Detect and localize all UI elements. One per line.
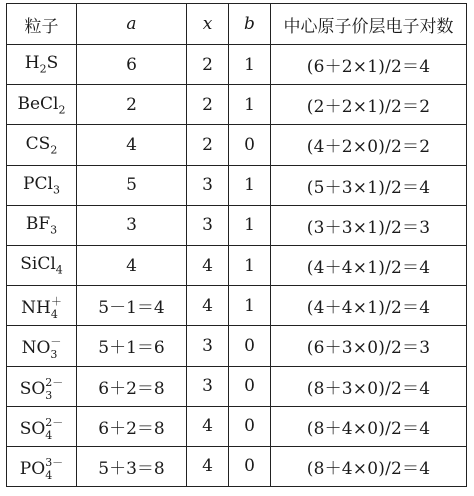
header-particle: 粒子: [7, 4, 77, 45]
value-x: 4: [187, 245, 229, 285]
table-row: [7, 446, 467, 486]
table-row: [7, 366, 467, 406]
pair-count-expression: (4＋4×1)/2＝4: [271, 286, 467, 326]
particle-formula: [7, 406, 77, 446]
value-x: 3: [187, 326, 229, 366]
pair-count-expression: (4＋2×0)/2＝2: [271, 125, 467, 165]
formula-subscript: 4: [50, 308, 58, 322]
formula-charge: 2－: [45, 415, 64, 429]
value-b: 0: [229, 406, 271, 446]
formula-charge: ＋: [50, 295, 62, 309]
particle-formula: [7, 45, 77, 85]
particle-formula: [7, 326, 77, 366]
pair-count-expression: (6＋3×0)/2＝3: [271, 326, 467, 366]
formula-subscript: 4: [45, 468, 53, 482]
particle-formula: [7, 165, 77, 205]
value-x: 4: [187, 406, 229, 446]
particle-formula: [7, 125, 77, 165]
pair-count-expression: (8＋4×0)/2＝4: [271, 406, 467, 446]
particle-formula: [7, 446, 77, 486]
formula-charge: －: [50, 335, 62, 349]
value-b: 1: [229, 165, 271, 205]
value-a: 6＋2＝8: [77, 366, 187, 406]
formula-base: SO: [19, 418, 46, 439]
header-x: x: [187, 4, 229, 45]
value-a: 5＋1＝6: [77, 326, 187, 366]
value-x: 2: [187, 45, 229, 85]
value-x: 4: [187, 286, 229, 326]
table-row: [7, 245, 467, 285]
value-a: 6＋2＝8: [77, 406, 187, 446]
pair-count-expression: (4＋4×1)/2＝4: [271, 245, 467, 285]
value-x: 4: [187, 446, 229, 486]
value-x: 2: [187, 125, 229, 165]
formula-base: NH: [21, 298, 51, 319]
header-b: b: [229, 4, 271, 45]
table-row: [7, 85, 467, 125]
header-a: a: [77, 4, 187, 45]
pair-count-expression: (3＋3×1)/2＝3: [271, 205, 467, 245]
table-body: [7, 45, 467, 487]
value-b: 1: [229, 286, 271, 326]
particle-formula: [7, 205, 77, 245]
particle-formula: [7, 245, 77, 285]
table-row: [7, 406, 467, 446]
formula-base: BF: [25, 214, 51, 235]
pair-count-expression: (2＋2×1)/2＝2: [271, 85, 467, 125]
value-b: 0: [229, 446, 271, 486]
header-pairs: 中心原子价层电子对数: [271, 4, 467, 45]
formula-base: PO: [19, 458, 46, 479]
formula-subscript: 2: [39, 62, 47, 76]
table-row: [7, 45, 467, 85]
formula-subscript: 3: [50, 348, 58, 362]
value-a: 5＋3＝8: [77, 446, 187, 486]
value-a: 6: [77, 45, 187, 85]
formula-subscript: 3: [50, 223, 58, 237]
pair-count-expression: (6＋2×1)/2＝4: [271, 45, 467, 85]
table-row: [7, 125, 467, 165]
pair-count-expression: (8＋3×0)/2＝4: [271, 366, 467, 406]
particle-formula: [7, 85, 77, 125]
value-a: 3: [77, 205, 187, 245]
formula-subscript: 3: [45, 388, 53, 402]
particle-formula: [7, 366, 77, 406]
table-row: [7, 205, 467, 245]
formula-base: PCl: [23, 173, 53, 194]
table-row: [7, 165, 467, 205]
value-b: 1: [229, 205, 271, 245]
value-a: 4: [77, 125, 187, 165]
value-x: 3: [187, 205, 229, 245]
table-row: [7, 286, 467, 326]
header-row: [7, 4, 467, 45]
value-b: 0: [229, 326, 271, 366]
formula-tail: S: [46, 53, 59, 74]
formula-base: SO: [19, 378, 46, 399]
formula-base: BeCl: [17, 93, 59, 114]
value-x: 2: [187, 85, 229, 125]
pair-count-expression: (8＋4×0)/2＝4: [271, 446, 467, 486]
value-b: 1: [229, 245, 271, 285]
value-b: 1: [229, 45, 271, 85]
pair-count-expression: (5＋3×1)/2＝4: [271, 165, 467, 205]
formula-base: CS: [25, 133, 51, 154]
value-a: 5: [77, 165, 187, 205]
vsepr-table: [6, 3, 467, 487]
formula-subscript: 4: [45, 428, 53, 442]
value-a: 4: [77, 245, 187, 285]
value-a: 2: [77, 85, 187, 125]
formula-subscript: 2: [58, 102, 66, 116]
value-b: 0: [229, 125, 271, 165]
formula-subscript: 4: [55, 263, 63, 277]
formula-base: H: [24, 53, 40, 74]
value-b: 1: [229, 85, 271, 125]
formula-subscript: 2: [50, 143, 58, 157]
formula-charge: 3－: [45, 455, 64, 469]
particle-formula: [7, 286, 77, 326]
table-row: [7, 326, 467, 366]
value-a: 5－1＝4: [77, 286, 187, 326]
value-b: 0: [229, 366, 271, 406]
formula-subscript: 3: [52, 183, 60, 197]
value-x: 3: [187, 366, 229, 406]
formula-base: SiCl: [20, 254, 56, 275]
formula-base: NO: [21, 338, 51, 359]
value-x: 3: [187, 165, 229, 205]
formula-charge: 2－: [45, 375, 64, 389]
